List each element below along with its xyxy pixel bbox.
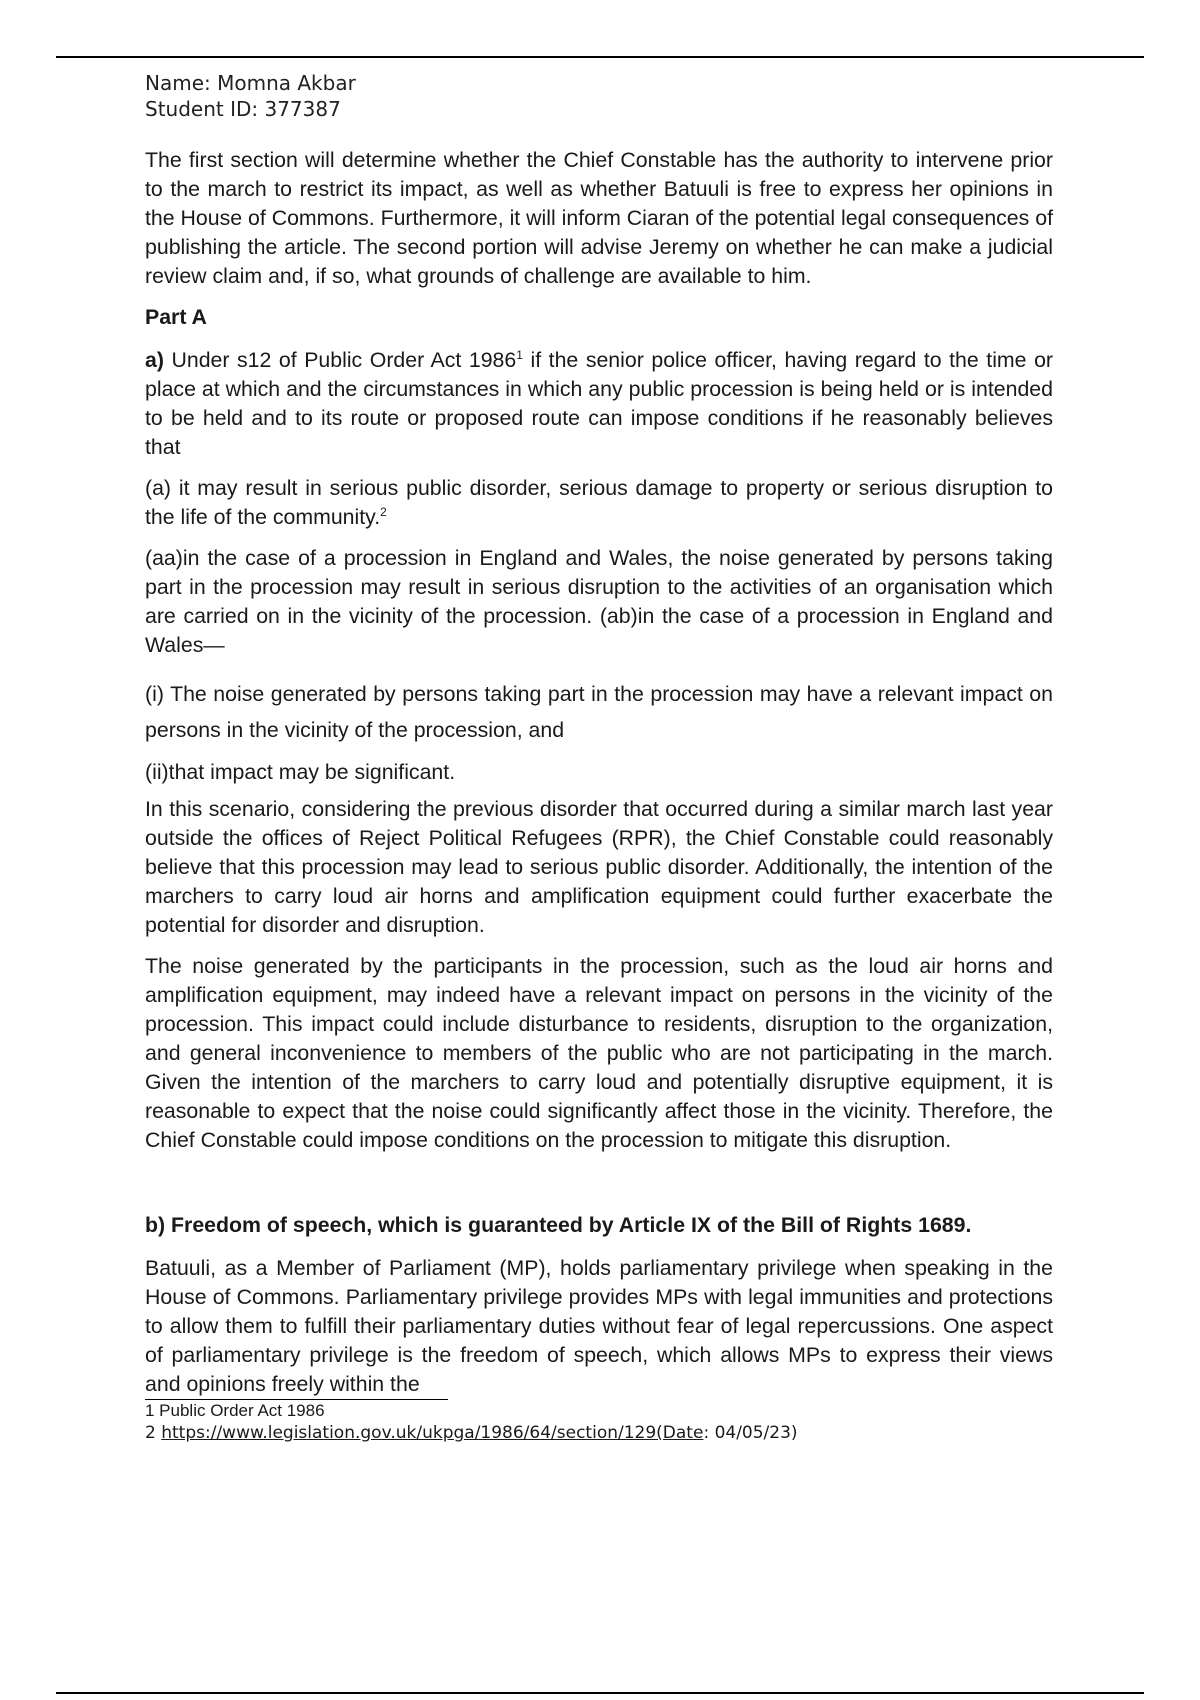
item-label-a: a) bbox=[145, 348, 164, 372]
footnote-ref-1: 1 bbox=[516, 347, 523, 362]
footer-rule bbox=[56, 1692, 1144, 1694]
s12-intro-text: Under s12 of Public Order Act 1986 bbox=[163, 348, 517, 372]
condition-a bbox=[145, 474, 1053, 532]
condition-a-text: (a) it may result in serious public disorder, serious damage to property or serious disruption to the life of the community. bbox=[145, 476, 1053, 529]
part-a-paragraph-a bbox=[145, 346, 1053, 462]
footnote-1: 1 Public Order Act 1986 bbox=[145, 1401, 325, 1420]
scenario-paragraph: In this scenario, considering the previous disorder that occurred during a similar march last year outside the offices of Reject Political Refugees (RPR), the Chief Constable could reasonably believe that this procession may lead to serious public disorder. Additionally, the intention of the marchers to carry loud air horns and amplification equipment could further exacerbate the potential for disorder and disruption. bbox=[145, 797, 1053, 937]
footnote-ref-2: 2 bbox=[380, 504, 387, 519]
part-b-heading: b) Freedom of speech, which is guaranteed by Article IX of the Bill of Rights 1689. bbox=[145, 1213, 972, 1237]
footnote-2-number: 2 bbox=[145, 1423, 162, 1443]
condition-ii: (ii)that impact may be significant. bbox=[145, 760, 456, 784]
header-rule bbox=[56, 56, 1144, 58]
part-a-heading: Part A bbox=[145, 305, 207, 329]
noise-paragraph: The noise generated by the participants in the procession, such as the loud air horns and amplification equipment, may indeed have a relevant impact on persons in the vicinity of the procession. This impact could include disturbance to residents, disruption to the organization, and general inconvenience to members of the public who are not participating in the march. Given the intention of the marchers to carry loud and potentially disruptive equipment, it is reasonable to expect that the noise could significantly affect those in the vicinity. Therefore, the Chief Constable could impose conditions on the procession to mitigate this disruption. bbox=[145, 954, 1053, 1152]
condition-aa: (aa)in the case of a procession in England and Wales, the noise generated by persons taking part in the procession may result in serious disruption to the activities of an organisation which are carried on in the vicinity of the procession. (ab)in the case of a procession in England and Wales— bbox=[145, 546, 1053, 657]
s12-continued-text: if the senior police officer, having regard to the time or place at which and the circumstances in which any public procession is being held or is intended to be held and to its route or proposed route can impose conditions if he reasonably believes that bbox=[145, 348, 1053, 459]
student-id: Student ID: 377387 bbox=[145, 97, 341, 121]
part-b-paragraph: Batuuli, as a Member of Parliament (MP), holds parliamentary privilege when speaking in the House of Commons. Parliamentary privilege provides MPs with legal immunities and protections to allow them to fulfill their parliamentary duties without fear of legal repercussions. One aspect of parliamentary privilege is the freedom of speech, which allows MPs to express their views and opinions freely within the bbox=[145, 1256, 1053, 1396]
student-name: Name: Momna Akbar bbox=[145, 71, 356, 95]
footnote-2-date: : 04/05/23) bbox=[703, 1423, 798, 1443]
footnote-2-link[interactable]: https://www.legislation.gov.uk/ukpga/1986/64/section/129(Date bbox=[161, 1423, 704, 1443]
document-body bbox=[145, 70, 1053, 1445]
footnote-2 bbox=[145, 1421, 1053, 1445]
condition-i: (i) The noise generated by persons taking part in the procession may have a relevant impact on persons in the vicinity of the procession, and bbox=[145, 682, 1053, 742]
intro-paragraph: The first section will determine whether the Chief Constable has the authority to intervene prior to the march to restrict its impact, as well as whether Batuuli is free to express her opinions in the House of Commons. Furthermore, it will inform Ciaran of the potential legal consequences of publishing the article. The second portion will advise Jeremy on whether he can make a judicial review claim and, if so, what grounds of challenge are available to him. bbox=[145, 148, 1053, 288]
